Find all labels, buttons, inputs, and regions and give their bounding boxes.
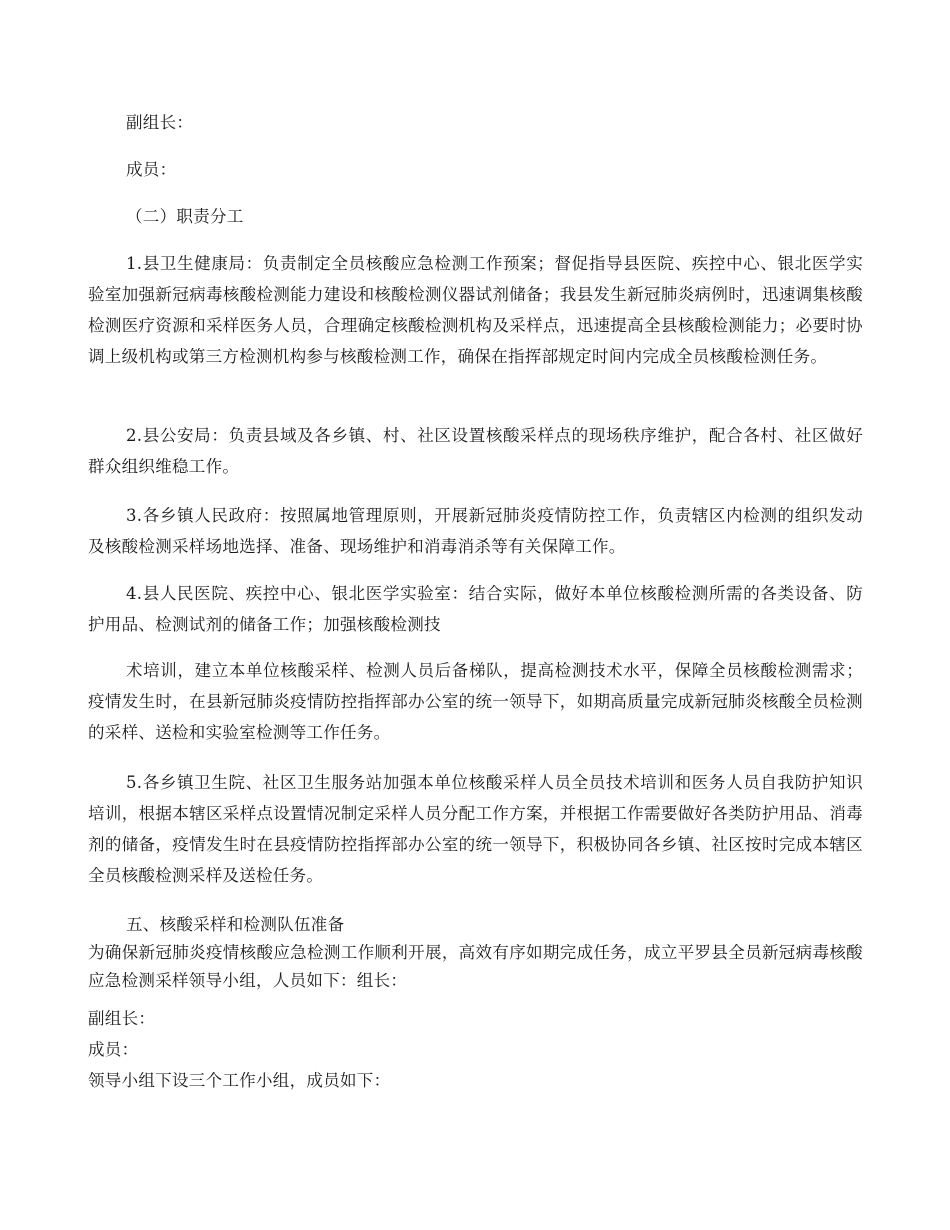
working-groups-line: 领导小组下设三个工作小组，成员如下： <box>88 1071 391 1090</box>
paragraph-hospital-cdc: 4.县人民医院、疾控中心、银北医学实验室：结合实际，做好本单位核酸检测所需的各类设备、防护用品、检测试剂的储备工作；加强核酸检测技 <box>88 584 863 634</box>
paragraph-health-bureau: 1.县卫生健康局：负责制定全员核酸应急检测工作预案；督促指导县医院、疾控中心、银北医学实验室加强新冠病毒核酸检测能力建设和核酸检测仪器试剂储备；我县发生新冠肺炎病例时，迅速调集核酸检测医疗资源和采样医务人员，合理确定核酸检测机构及采样点，迅速提高全县核酸检测能力；必要时协调上级机构或第三方检测机构参与核酸检测工作，确保在指挥部规定时间内完成全员核酸检测任务。 <box>88 254 863 366</box>
deputy-leader-line: 副组长： <box>126 113 194 132</box>
paragraph-hospital-cdc-continued: 术培训，建立本单位核酸采样、检测人员后备梯队，提高检测技术水平，保障全员核酸检测需求；疫情发生时，在县新冠肺炎疫情防控指挥部办公室的统一领导下，如期高质量完成新冠肺炎核酸全员检测的采样、送检和实验室检测等工作任务。 <box>88 661 863 742</box>
section-heading-duties: （二）职责分工 <box>126 207 244 226</box>
paragraph-leading-group: 为确保新冠肺炎疫情核酸应急检测工作顺利开展，高效有序如期完成任务，成立平罗县全员新冠病毒核酸应急检测采样领导小组，人员如下：组长： <box>88 943 863 990</box>
paragraph-township-government: 3.各乡镇人民政府：按照属地管理原则，开展新冠肺炎疫情防控工作，负责辖区内检测的组织发动及核酸检测采样场地选择、准备、现场维护和消毒消杀等有关保障工作。 <box>88 506 863 556</box>
members-line: 成员： <box>126 160 177 179</box>
paragraph-health-centers: 5.各乡镇卫生院、社区卫生服务站加强本单位核酸采样人员全员技术培训和医务人员自我防护知识培训，根据本辖区采样点设置情况制定采样人员分配工作方案，并根据工作需要做好各类防护用品、消毒剂的储备，疫情发生时在县疫情防控指挥部办公室的统一领导下，积极协同各乡镇、社区按时完成本辖区全员核酸检测采样及送检任务。 <box>88 773 863 885</box>
members-line-2: 成员： <box>88 1040 139 1059</box>
paragraph-public-security: 2.县公安局：负责县域及各乡镇、村、社区设置核酸采样点的现场秩序维护，配合各村、社区做好群众组织维稳工作。 <box>88 426 863 476</box>
deputy-leader-line-2: 副组长： <box>88 1009 156 1028</box>
section-heading-sampling-team: 五、核酸采样和检测队伍准备 <box>126 915 345 934</box>
